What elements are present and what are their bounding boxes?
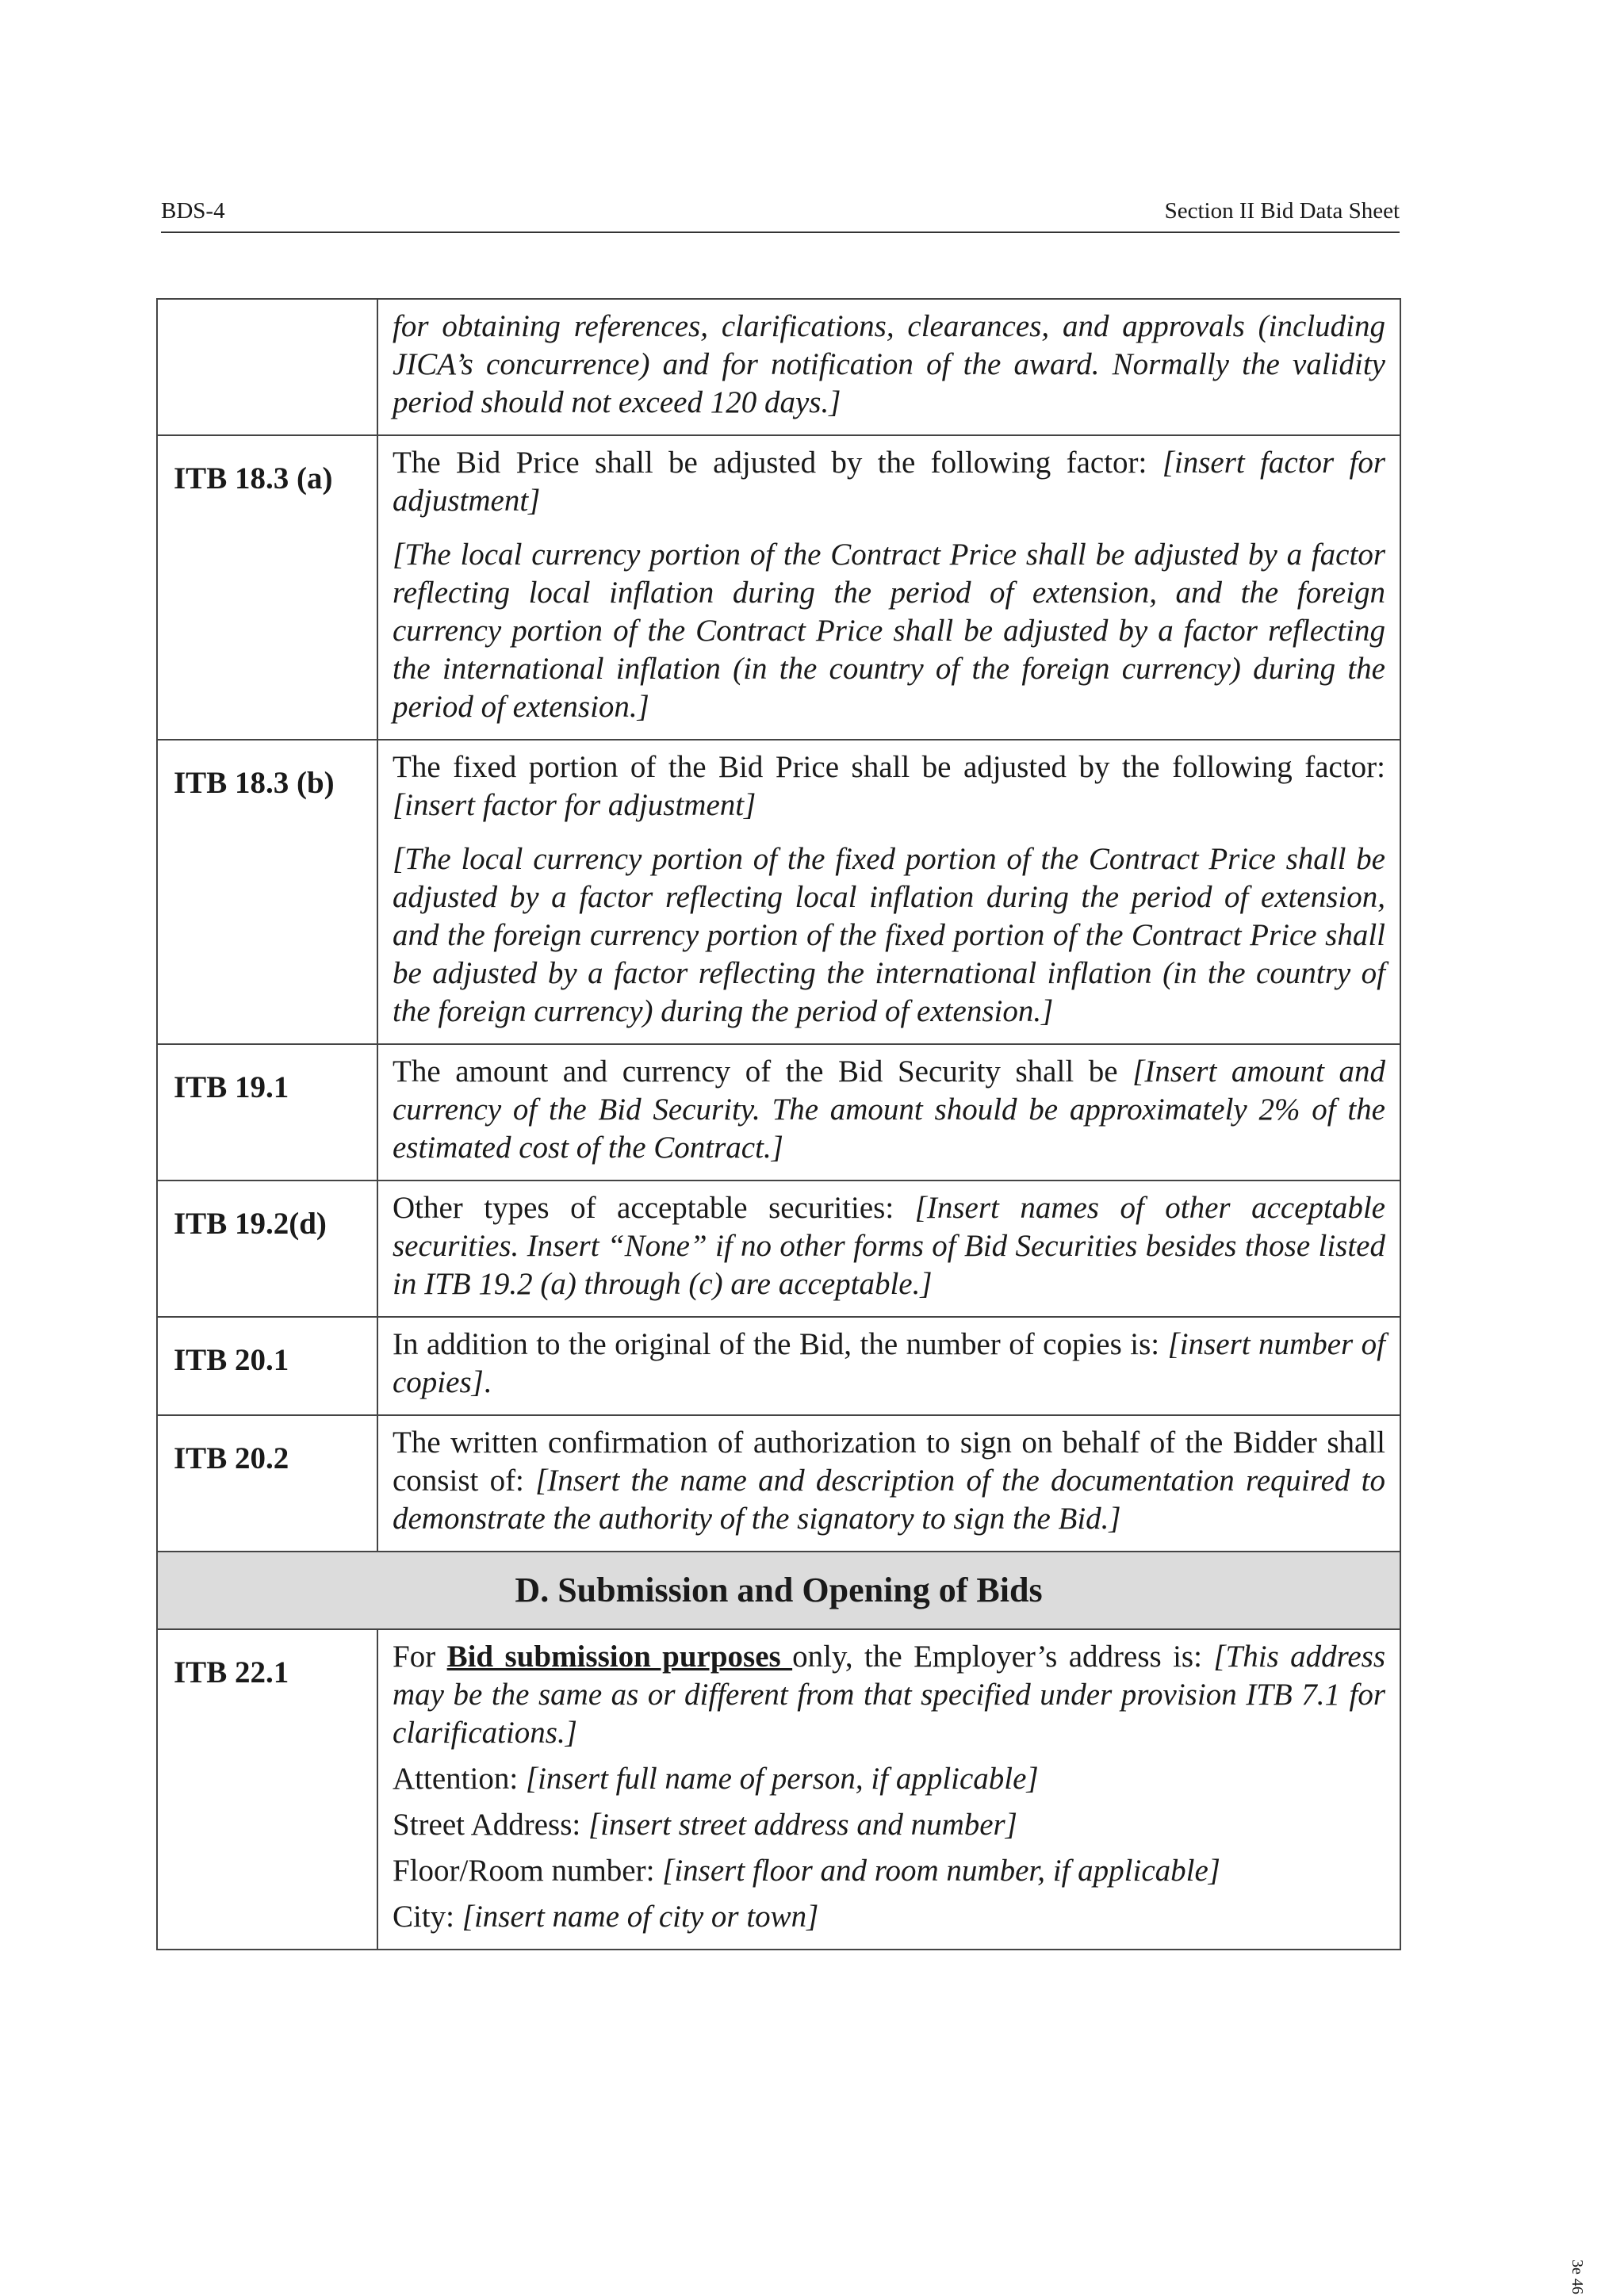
page-header (161, 197, 1400, 233)
clause-body (377, 1629, 1400, 1950)
clause-body (377, 1415, 1400, 1552)
clause-paragraph (393, 444, 1385, 520)
clause-paragraph (393, 308, 1385, 422)
text-run: [Insert amount and currency of the Bid Security. The amount should be approximately 2% of the estimated cost of the Contract.] (393, 1054, 1386, 1165)
text-run: Other types of acceptable securities: (393, 1191, 915, 1225)
clause-number: ITB 18.3 (a) (157, 435, 377, 740)
clause-paragraph (393, 536, 1385, 726)
table-row (157, 1317, 1400, 1415)
clause-body (377, 1181, 1400, 1317)
text-run: Bid submission purposes (446, 1640, 793, 1674)
table-body (157, 299, 1400, 1950)
bid-data-sheet-table (156, 298, 1401, 1950)
clause-number: ITB 20.2 (157, 1415, 377, 1552)
address-label: Street Address: (393, 1808, 588, 1842)
address-line (393, 1806, 1385, 1844)
text-run: . (483, 1365, 492, 1399)
clause-number: ITB 20.1 (157, 1317, 377, 1415)
clause-paragraph (393, 1189, 1385, 1303)
address-line (393, 1760, 1385, 1798)
text-run: The amount and currency of the Bid Security shall be (393, 1054, 1133, 1089)
clause-paragraph (393, 748, 1385, 825)
address-placeholder: [insert floor and room number, if applicable] (662, 1854, 1220, 1888)
clause-body (377, 740, 1400, 1044)
text-run: only, the Employer’s address is: (792, 1640, 1214, 1674)
table-row (157, 299, 1400, 435)
address-block (393, 1760, 1385, 1936)
address-label: Floor/Room number: (393, 1854, 663, 1888)
address-label: City: (393, 1900, 462, 1934)
text-run: The Bid Price shall be adjusted by the following factor: (393, 446, 1162, 480)
page-code: BDS-4 (161, 198, 225, 224)
clause-number: ITB 22.1 (157, 1629, 377, 1950)
clause-number: ITB 19.1 (157, 1044, 377, 1181)
address-placeholder: [insert full name of person, if applicable] (525, 1762, 1039, 1796)
clause-number (157, 299, 377, 435)
clause-paragraph (393, 1638, 1385, 1752)
address-line (393, 1898, 1385, 1936)
text-run: [insert number of copies] (393, 1327, 1386, 1399)
text-run: [Insert names of other acceptable securities. Insert “None” if no other forms of Bid Securities besides those listed in ITB 19.2 (a) through (c) are acceptable.] (393, 1191, 1385, 1301)
text-run: [The local currency portion of the fixed portion of the Contract Price shall be adjusted by a factor reflecting local inflation during the period of extension, and the foreign currency portion of the fixed portion of the Contract Price shall be adjusted by a factor reflecting the international inflation (in the country of the foreign currency) during the period of extension.] (393, 842, 1385, 1028)
section-heading-row (157, 1552, 1400, 1629)
clause-paragraph (393, 1424, 1385, 1538)
text-run: In addition to the original of the Bid, the number of copies is: (393, 1327, 1168, 1361)
address-placeholder: [insert name of city or town] (462, 1900, 819, 1934)
clause-number: ITB 18.3 (b) (157, 740, 377, 1044)
text-run: [insert factor for adjustment] (393, 446, 1386, 518)
section-title-header: Section II Bid Data Sheet (1164, 198, 1400, 224)
page-number: 3e 46 (1568, 2260, 1586, 2294)
text-run: The written confirmation of authorization to sign on behalf of the Bidder shall consist of: (393, 1425, 1385, 1498)
text-run: [insert factor for adjustment] (393, 788, 756, 822)
clause-body (377, 299, 1400, 435)
clause-paragraph (393, 840, 1385, 1031)
text-run: for obtaining references, clarifications, clearances, and approvals (including JICA’s concurrence) and for notification of the award. Normally the validity period should not exceed 120 days.] (393, 309, 1385, 419)
table-row (157, 1415, 1400, 1552)
table-row (157, 1629, 1400, 1950)
table-row (157, 1181, 1400, 1317)
address-placeholder: [insert street address and number] (588, 1808, 1017, 1842)
clause-body (377, 435, 1400, 740)
section-heading: D. Submission and Opening of Bids (157, 1552, 1400, 1629)
clause-body (377, 1317, 1400, 1415)
text-run: [Insert the name and description of the documentation required to demonstrate the authority of the signatory to sign the Bid.] (393, 1464, 1385, 1536)
table-row (157, 435, 1400, 740)
text-run: [This address may be the same as or different from that specified under provision ITB 7.1 for clarifications.] (393, 1640, 1386, 1750)
address-line (393, 1852, 1385, 1890)
clause-body (377, 1044, 1400, 1181)
table-row (157, 740, 1400, 1044)
clause-number: ITB 19.2(d) (157, 1181, 377, 1317)
table-row (157, 1044, 1400, 1181)
text-run: For (393, 1640, 447, 1674)
address-label: Attention: (393, 1762, 526, 1796)
clause-paragraph (393, 1326, 1385, 1402)
text-run: [The local currency portion of the Contract Price shall be adjusted by a factor reflecting local inflation during the period of extension, and the foreign currency portion of the Contract Price shall be adjusted by a factor reflecting the international inflation (in the country of the foreign currency) during the period of extension.] (393, 538, 1385, 724)
clause-paragraph (393, 1053, 1385, 1167)
text-run: The fixed portion of the Bid Price shall be adjusted by the following factor: (393, 750, 1385, 784)
